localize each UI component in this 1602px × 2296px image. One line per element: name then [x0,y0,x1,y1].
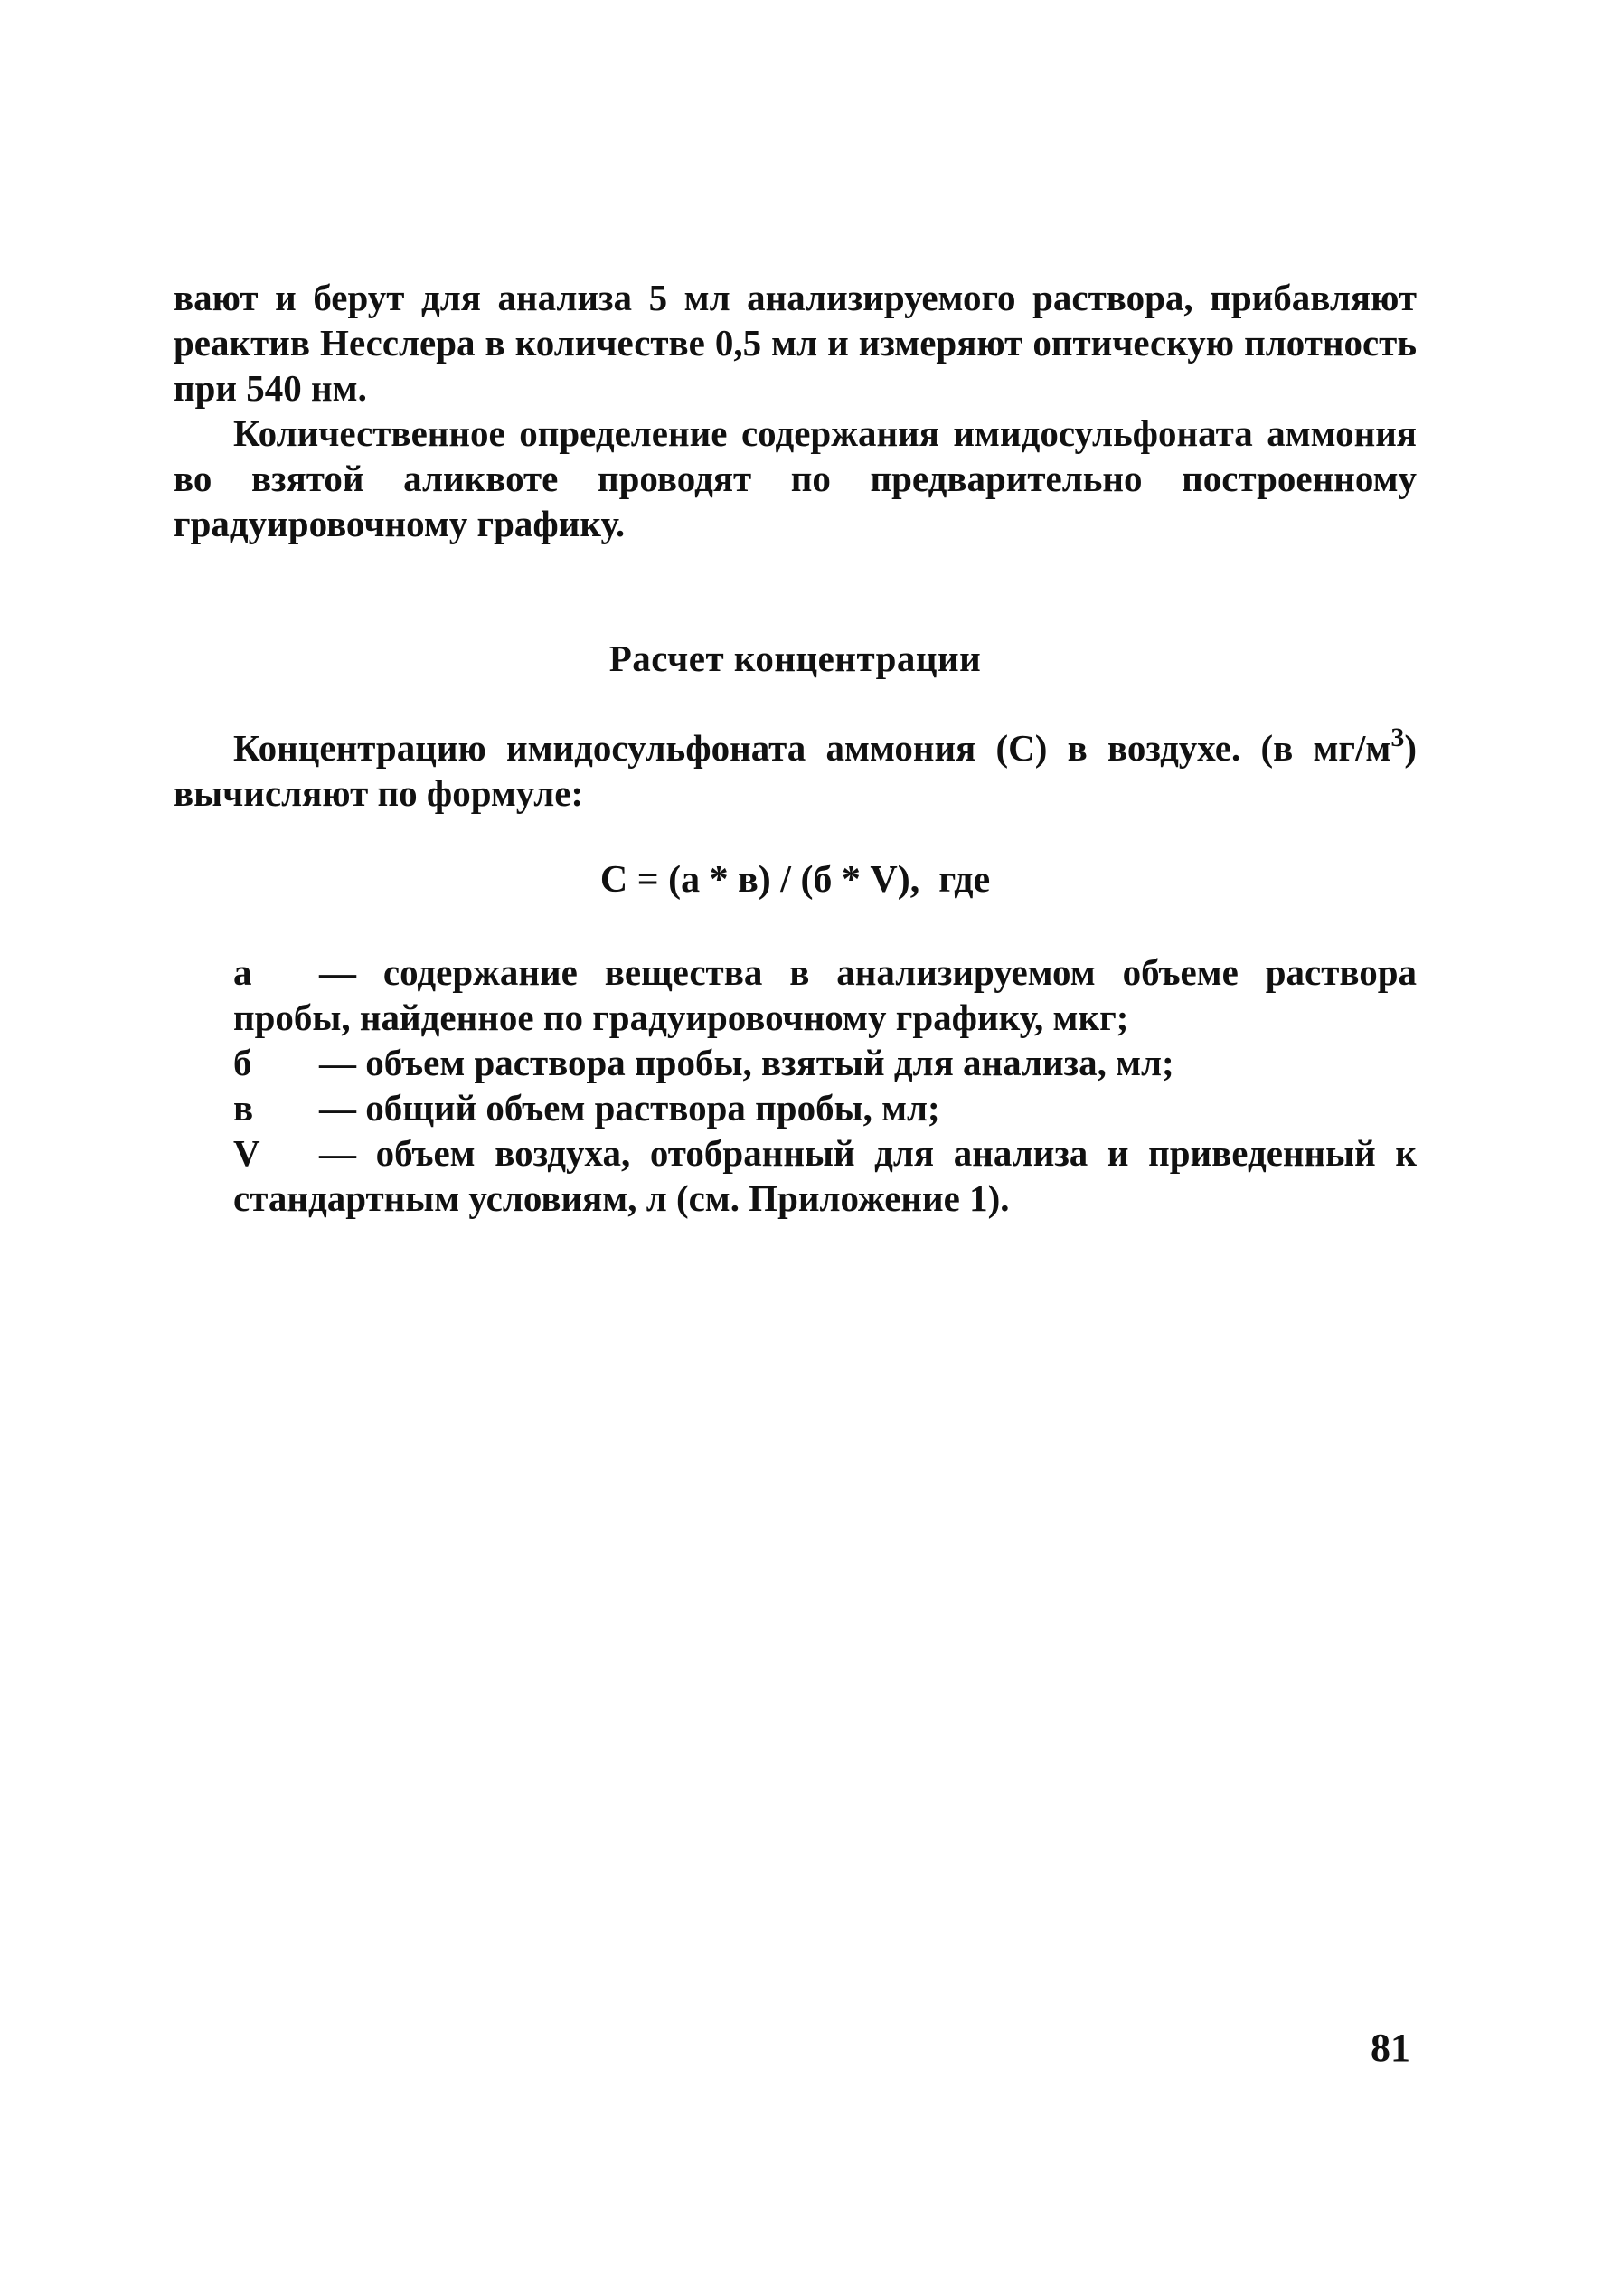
intro-text: Концентрацию имидосульфоната аммония (С) в воздухе. (в мг/м [233,727,1391,769]
section-heading: Расчет концентрации [608,638,982,679]
definition-text: — содержание вещества в анализируемом объеме раствора пробы, найденное по градуировочному графику, мкг; [233,951,1417,1038]
page-number: 81 [1371,2026,1410,2070]
intro-text-end: ) вычисляют по формуле: [174,727,1417,814]
paragraph-procedure [174,275,1417,411]
paragraph-text [174,725,1417,816]
definition-text: — общий объем раствора пробы, мл; [319,1087,940,1129]
definition-text: — объем раствора пробы, взятый для анализа, мл; [319,1042,1174,1083]
definition-b [174,1040,1417,1085]
definition-symbol: б [233,1042,252,1083]
superscript-cubic: 3 [1390,723,1405,752]
concentration-formula: С = (а * в) / (б * V), где [599,859,991,901]
definition-symbol: V [233,1132,260,1174]
definition-text: — объем воздуха, отобранный для анализа и приведенный к стандартным условиям, л (см. Приложение 1). [233,1132,1417,1219]
definition-symbol: в [233,1087,254,1129]
paragraph-text: вают и берут для анализа 5 мл анализируемого раствора, прибавляют реактив Несслера в количестве 0,5 мл и измеряют оптическую плотность при 540 нм. [174,277,1417,409]
definition-v [174,1085,1417,1130]
paragraph-text: Количественное определение содержания имидосульфоната аммония во взятой аликвоте проводят по предварительно построенному градуировочному графику. [174,412,1417,544]
paragraph-quantification [174,411,1417,546]
definition-symbol: а [233,951,252,993]
definition-volume [174,1130,1417,1221]
definition-a [174,950,1417,1040]
variable-definitions [174,950,1417,1221]
paragraph-formula-intro [174,725,1417,816]
